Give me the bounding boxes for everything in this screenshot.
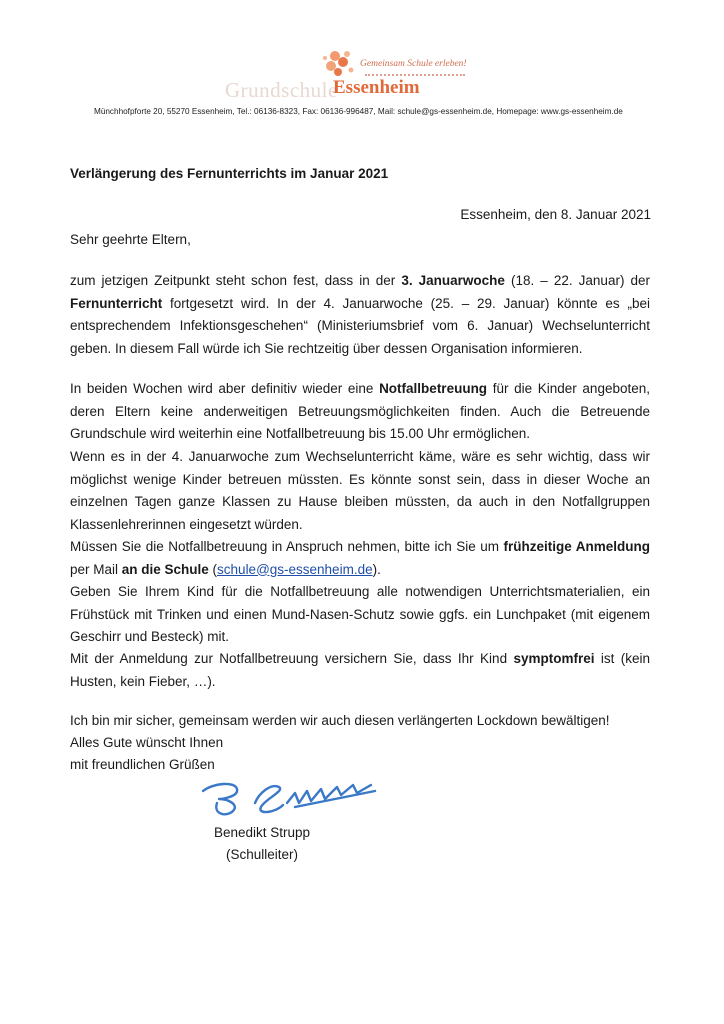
signer-role: (Schulleiter)	[226, 847, 299, 862]
letter-subject: Verlängerung des Fernunterrichts im Januar 2021	[70, 166, 389, 181]
school-address: Münchhofpforte 20, 55270 Essenheim, Tel.: 06136-8323, Fax: 06136-996487, Mail: schule@gs-essenheim.de, Homepage: www.gs-essenheim.de	[94, 107, 623, 116]
paragraph-3: Wenn es in der 4. Januarwoche zum Wechselunterricht käme, wäre es sehr wichtig, dass wir möglichst wenige Kinder betreuen müssten. Es könnte sonst sein, dass in dieser Woche an einzelnen Tagen ganze Klassen zu Hause bleiben müssten, da auch in den Notfallgruppen Klassenlehrerinnen eingesetzt würden.	[70, 449, 650, 532]
school-email-link[interactable]: schule@gs-essenheim.de	[217, 561, 373, 577]
paragraph-1: zum jetzigen Zeitpunkt steht schon fest, dass in der 3. Januarwoche (18. – 22. Januar) der Fernunterricht fortgesetzt wird. In der 4. Januarwoche (25. – 29. Januar) könnte es „bei entsprechendem Infektionsgeschehen“ (Ministeriumsbrief vom 6. Januar) Wechselunterricht geben. In diesem Fall würde ich Sie rechtzeitig über dessen Organisation informieren.	[70, 273, 650, 356]
handwritten-signature	[195, 773, 385, 823]
salutation: Sehr geehrte Eltern,	[70, 232, 191, 247]
signer-name: Benedikt Strupp	[214, 825, 311, 840]
logo-tagline: Gemeinsam Schule erleben!	[360, 59, 467, 69]
paragraph-2: In beiden Wochen wird aber definitiv wieder eine Notfallbetreuung für die Kinder angeboten, deren Eltern keine anderweitigen Betreuungsmöglichkeiten finden. Auch die Betreuende Grundschule wird weiterhin eine Notfallbetreuung bis 15.00 Uhr ermöglichen.	[70, 381, 650, 441]
paragraph-5: Geben Sie Ihrem Kind für die Notfallbetreuung alle notwendigen Unterrichtsmaterialien, ein Frühstück mit Trinken und einen Mund-Nasen-Schutz sowie ggfs. ein Lunchpaket (mit eigenem Geschirr und Besteck) mit.	[70, 584, 650, 644]
paragraph-4: Müssen Sie die Notfallbetreuung in Anspruch nehmen, bitte ich Sie um frühzeitige Anmeldung per Mail an die Schule (schule@gs-essenheim.de).	[70, 539, 650, 577]
closing-line-1: Ich bin mir sicher, gemeinsam werden wir auch diesen verlängerten Lockdown bewältigen!	[70, 713, 610, 728]
signer-block	[214, 822, 310, 866]
paragraph-6: Mit der Anmeldung zur Notfallbetreuung versichern Sie, dass Ihr Kind symptomfrei ist (kein Husten, kein Fieber, …).	[70, 651, 650, 689]
school-logo	[225, 44, 495, 100]
closing-line-3: mit freundlichen Grüßen	[70, 757, 215, 772]
logo-name-faded: Grundschule	[225, 78, 338, 102]
logo-name: Essenheim	[333, 77, 420, 98]
flower-logo-icon	[321, 48, 359, 80]
closing-line-2: Alles Gute wünscht Ihnen	[70, 735, 224, 750]
letter-date: Essenheim, den 8. Januar 2021	[460, 207, 651, 222]
